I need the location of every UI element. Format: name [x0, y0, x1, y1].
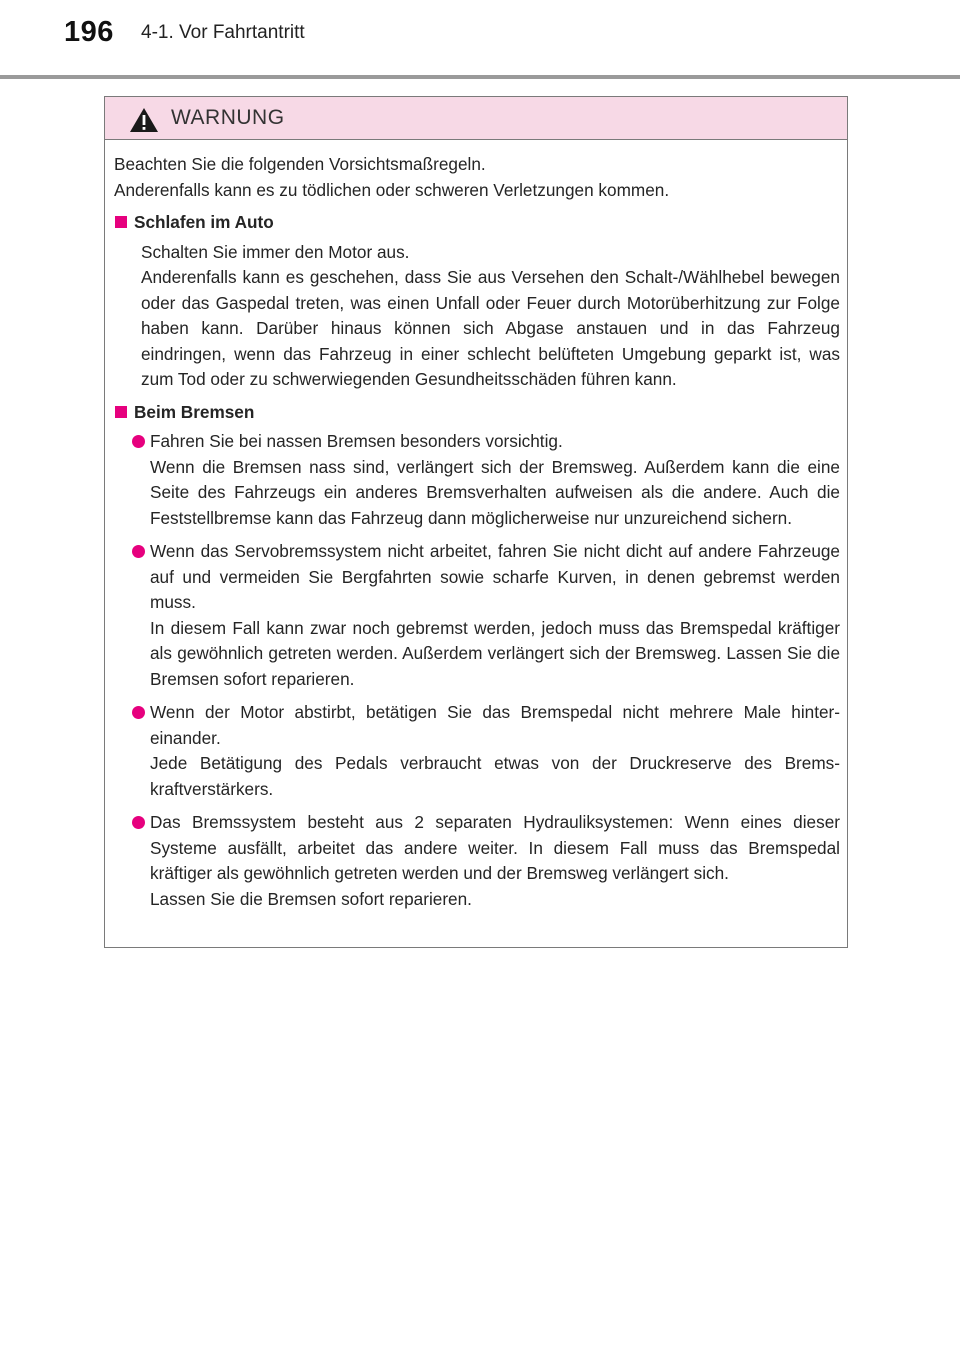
paragraph: Das Bremssystem besteht aus 2 separaten Hydrauliksystemen: Wenn eines dieser Systeme ausfällt, arbeitet das andere weiter. In diesem Fall muss das Bremspedal kräftiger als gewöhnlich getreten werden und der Bremsweg verlängert sich. — [150, 812, 840, 883]
paragraph: Wenn das Servobremssystem nicht arbeitet, fahren Sie nicht dicht auf andere Fahrzeuge auf und vermeiden Sie Bergfahrten sowie scharfe Kurven, in denen gebremst werden muss. — [150, 541, 840, 612]
paragraph: Anderenfalls kann es geschehen, dass Sie aus Versehen den Schalt-/Wählhebel bewegen oder das Gaspedal treten, was einen Unfall oder Feuer durch Motorüberhitzung zur Folge haben kann. Darüber hinaus können sich Abgase anstauen und in das Fahrzeug eindringen, wenn das Fahrzeug in einer schlecht belüfteten Umgebung geparkt ist, was zum Tod oder zu schwerwiegenden Gesundheitsschäden führen kann. — [141, 267, 840, 389]
square-bullet-icon — [115, 406, 127, 418]
round-bullet-icon — [132, 435, 145, 448]
sub-heading-braking — [114, 400, 840, 426]
round-bullet-icon — [132, 545, 145, 558]
paragraph: Schalten Sie immer den Motor aus. — [141, 241, 410, 262]
paragraph: In diesem Fall kann zwar noch gebremst werden, jedoch muss das Bremspedal kräftiger als gewöhnlich getreten werden. Außerdem verlängert sich der Bremsweg. Lassen Sie die Bremsen sofort reparieren. — [150, 617, 840, 689]
warning-intro — [114, 152, 840, 203]
list-item — [114, 810, 840, 912]
paragraph: Wenn der Motor abstirbt, betätigen Sie das Bremspedal nicht mehrere Male hintereinander. — [150, 702, 840, 748]
warning-triangle-icon — [129, 107, 159, 133]
header-divider — [0, 75, 960, 79]
page-number: 196 — [64, 16, 114, 48]
warning-body — [105, 140, 847, 912]
paragraph: Fahren Sie bei nassen Bremsen besonders vorsichtig. — [150, 431, 563, 451]
sub-heading-sleeping — [114, 210, 840, 236]
warning-box — [104, 96, 848, 948]
section-title: 4-1. Vor Fahrtantritt — [141, 22, 305, 43]
list-item — [114, 700, 840, 802]
warning-header — [105, 97, 847, 140]
square-bullet-icon — [115, 216, 127, 228]
round-bullet-icon — [132, 816, 145, 829]
section-text — [114, 240, 840, 393]
paragraph: Wenn die Bremsen nass sind, verlängert sich der Bremsweg. Außerdem kann die eine Seite des Fahrzeugs ein anderes Bremsverhalten aufweisen als die andere. Auch die Feststellbremse kann das Fahrzeug dann möglicherweise nur unzureichend sichern. — [150, 456, 840, 528]
sub-heading-label: Schlafen im Auto — [134, 212, 274, 232]
sub-heading-label: Beim Bremsen — [134, 401, 255, 422]
paragraph: Lassen Sie die Bremsen sofort reparieren. — [150, 888, 472, 909]
round-bullet-icon — [132, 706, 145, 719]
warning-title: WARNUNG — [171, 106, 285, 129]
list-item — [114, 429, 840, 531]
paragraph: Jede Betätigung des Pedals verbraucht etwas von der Druckreserve des Bremskraftverstärkers. — [150, 753, 840, 799]
list-item — [114, 539, 840, 692]
intro-line: Anderenfalls kann es zu tödlichen oder schweren Verletzungen kommen. — [114, 179, 670, 200]
page-header — [0, 0, 960, 80]
intro-line: Beachten Sie die folgenden Vorsichtsmaßregeln. — [114, 154, 486, 174]
